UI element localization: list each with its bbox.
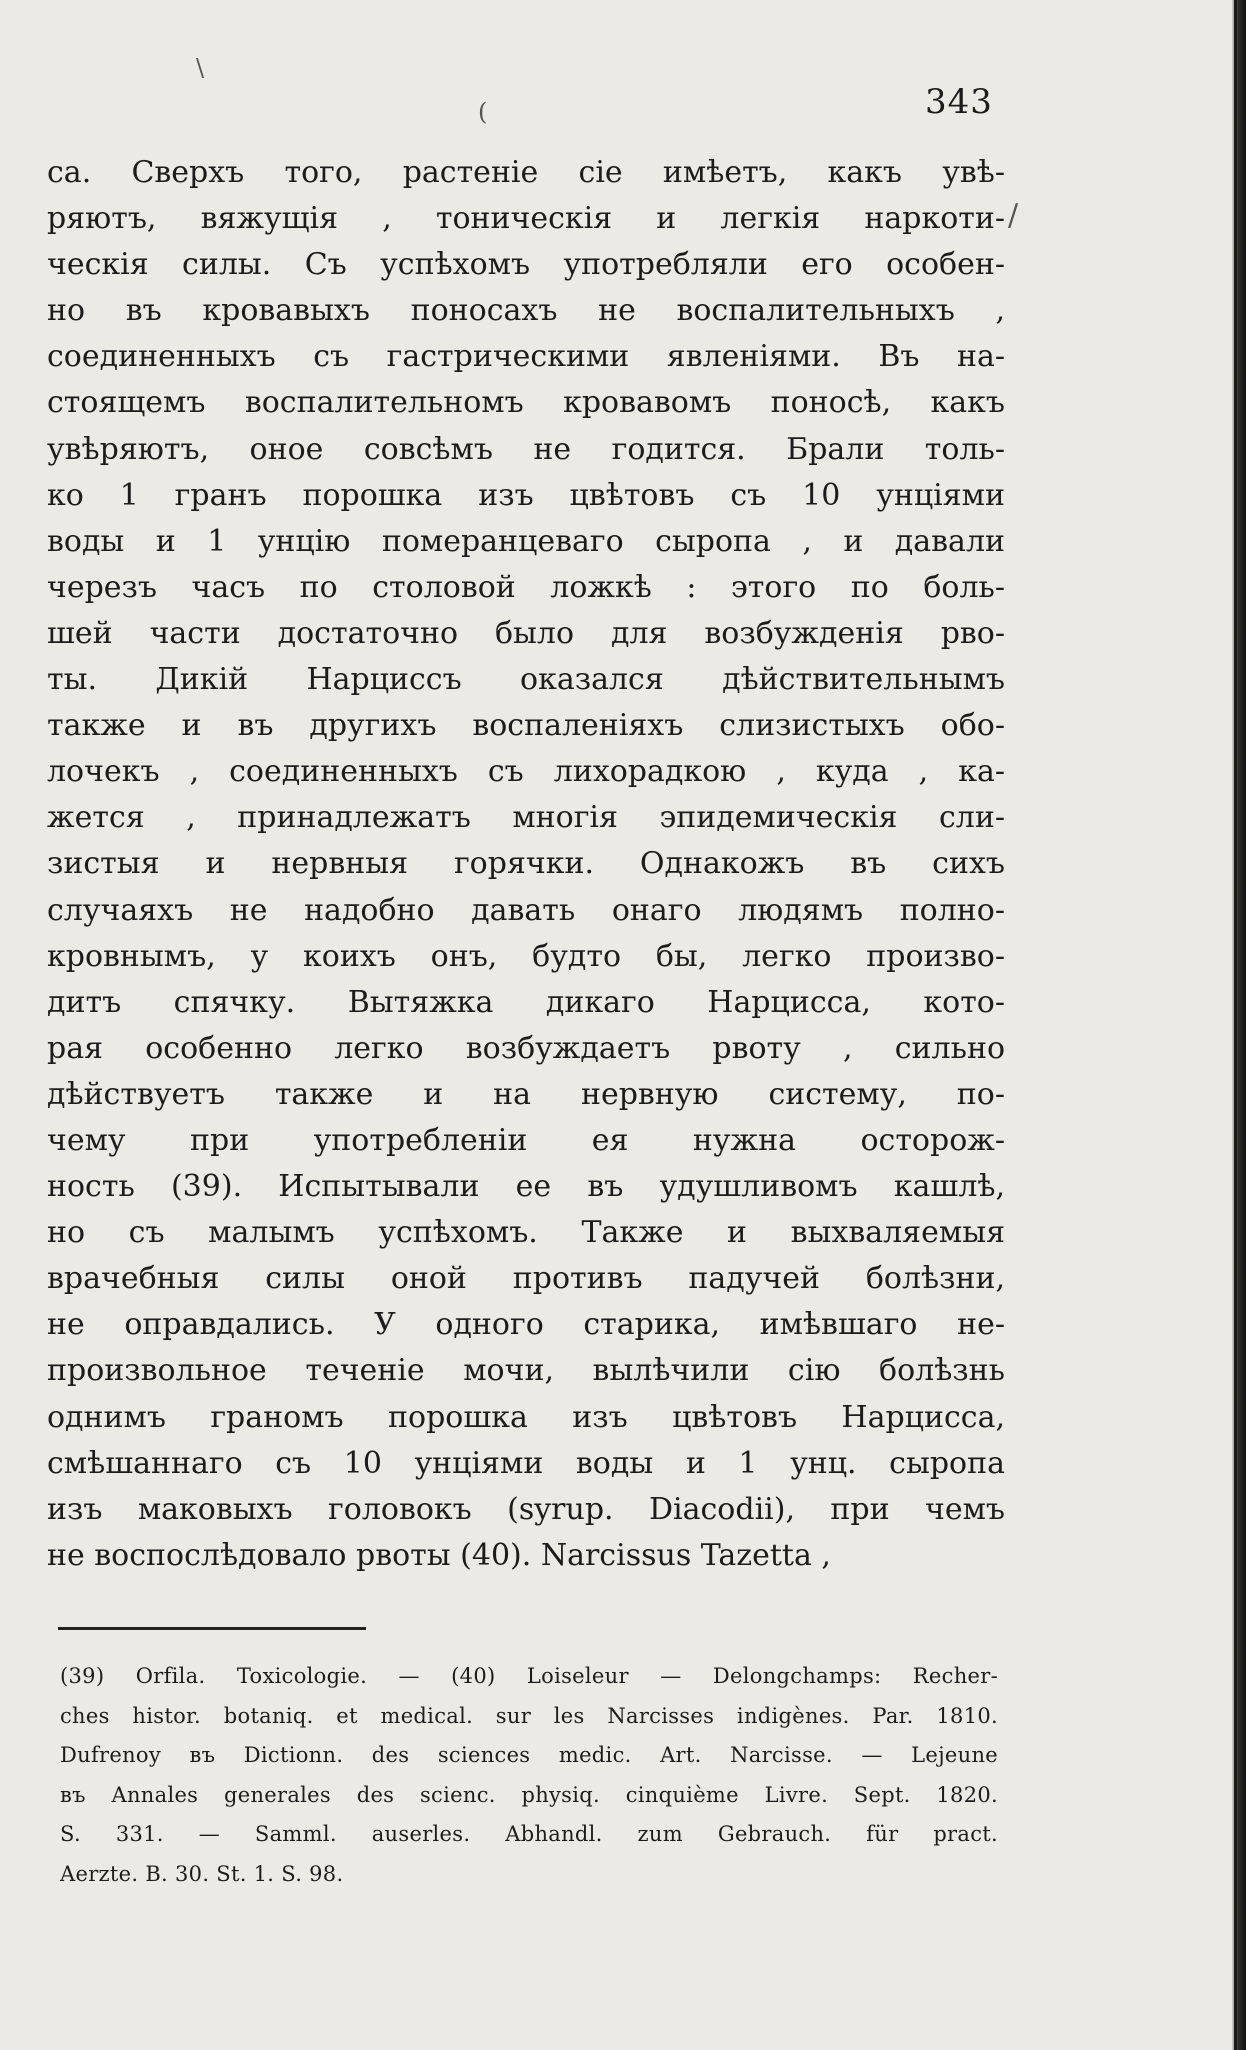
text-line: ко 1 гранъ порошка изъ цвѣтовъ съ 10 унціями <box>47 477 1005 513</box>
scan-mark: / <box>1008 198 1019 233</box>
page-number: 343 <box>925 82 993 122</box>
footnote-line: Dufrenoy въ Dictionn. des sciences medic. Art. Narcisse. — Lejeune <box>60 1743 998 1767</box>
text-line: жется , принадлежатъ многія эпидемическія сли- <box>47 800 1005 836</box>
text-line: увѣряютъ, оное совсѣмъ не годится. Брали толь- <box>47 431 1005 467</box>
scan-mark: \ <box>196 54 205 82</box>
text-line: не воспослѣдовало рвоты (40). Narcissus Tazetta , <box>47 1537 831 1573</box>
text-line: случаяхъ не надобно давать онаго людямъ полно- <box>47 892 1005 928</box>
footnote-line: (39) Orfila. Toxicologie. — (40) Loiseleur — Delongchamps: Recher- <box>60 1664 998 1688</box>
text-line: стоящемъ воспалительномъ кровавомъ поносѣ, какъ <box>47 385 1005 421</box>
text-line: соединенныхъ съ гастрическими явленіями. Въ на- <box>47 339 1005 375</box>
text-line: но въ кровавыхъ поносахъ не воспалительныхъ , <box>47 293 1005 329</box>
scan-mark: ( <box>478 98 488 126</box>
text-line: однимъ граномъ порошка изъ цвѣтовъ Нарцисса, <box>47 1399 1005 1435</box>
text-line: зистыя и нервныя горячки. Однакожъ въ сихъ <box>47 846 1005 882</box>
text-line: воды и 1 унцію померанцеваго сыропа , и давали <box>47 523 1005 559</box>
text-line: кровнымъ, у коихъ онъ, будто бы, легко произво- <box>47 938 1005 974</box>
text-line: не оправдались. У одного старика, имѣвшаго не- <box>47 1307 1005 1343</box>
text-line: дитъ спячку. Вытяжка дикаго Нарцисса, кото- <box>47 984 1005 1020</box>
text-line: са. Сверхъ того, растеніе сіе имѣетъ, какъ увѣ- <box>47 155 1005 190</box>
text-line: шей части достаточно было для возбужденія рво- <box>47 615 1005 651</box>
text-line: изъ маковыхъ головокъ (syrup. Diacodii), при чемъ <box>47 1491 1005 1527</box>
text-line: рая особенно легко возбуждаетъ рвоту , сильно <box>47 1030 1005 1066</box>
footnote-divider <box>58 1627 366 1630</box>
text-line: произвольное теченіе мочи, вылѣчили сію болѣзнь <box>47 1353 1005 1389</box>
body-text <box>47 150 1005 1579</box>
text-line: дѣйствуетъ также и на нервную систему, по- <box>47 1076 1005 1112</box>
text-line: ческія силы. Съ успѣхомъ употребляли его особен- <box>47 247 1005 283</box>
text-line: но съ малымъ успѣхомъ. Также и выхваляемыя <box>47 1215 1005 1251</box>
text-line: смѣшаннаго съ 10 унціями воды и 1 унц. сыропа <box>47 1445 1005 1481</box>
text-line: ты. Дикій Нарциссъ оказался дѣйствительнымъ <box>47 662 1005 698</box>
text-line: также и въ другихъ воспаленіяхъ слизистыхъ обо- <box>47 708 1005 744</box>
text-line: врачебныя силы оной противъ падучей болѣзни, <box>47 1261 1005 1297</box>
footnote-line: ches histor. botaniq. et medical. sur les Narcisses indigènes. Par. 1810. <box>60 1703 998 1728</box>
footnote-line: въ Annales generales des scienc. physiq. cinquième Livre. Sept. 1820. <box>60 1782 998 1807</box>
footnote-line: Aerzte. B. 30. St. 1. S. 98. <box>60 1861 344 1886</box>
text-line: черезъ часъ по столовой ложкѣ : этого по боль- <box>47 569 1005 605</box>
text-line: ность (39). Испытывали ее въ удушливомъ кашлѣ, <box>47 1169 1005 1205</box>
text-line: лочекъ , соединенныхъ съ лихорадкою , куда , ка- <box>47 754 1005 790</box>
footnotes <box>60 1657 998 1894</box>
text-line: чему при употребленіи ея нужна осторож- <box>47 1122 1005 1158</box>
text-line: ряютъ, вяжущія , тоническія и легкія наркоти- <box>47 201 1005 237</box>
footnote-line: S. 331. — Samml. auserles. Abhandl. zum Gebrauch. für pract. <box>60 1822 998 1846</box>
page-edge <box>1232 0 1246 2050</box>
